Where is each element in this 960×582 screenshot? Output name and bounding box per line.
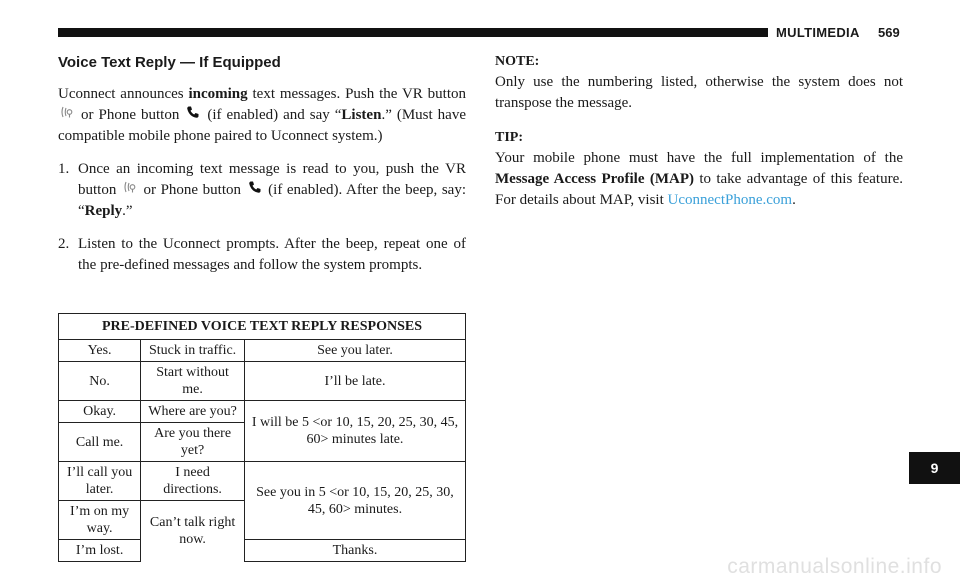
step1-text-4: .” [122,203,133,220]
table-row [59,462,466,501]
table-cell: I’ll call you later. [59,462,141,501]
uconnectphone-link[interactable]: UconnectPhone.com [667,192,793,208]
table-cell: Call me. [59,423,141,462]
chapter-tab: 9 [909,452,960,484]
step1-text-2: or Phone button [138,182,246,199]
phone-icon [248,180,262,201]
step1-text-3: (if enabled). After the beep, say: “ [78,182,466,220]
table-row [59,340,466,362]
intro-text-1: Uconnect announces [58,86,189,102]
header-rule [58,28,768,37]
table-cell: Thanks. [244,540,465,562]
note-text: Only use the numbering listed, otherwise the system does not transpose the message. [495,74,903,111]
table-cell: See you in 5 <or 10, 15, 20, 25, 30, 45, 60> minutes. [244,462,465,540]
step1-text-1: Once an incoming text message is read to you, push the VR button [78,161,466,199]
table-cell: Yes. [59,340,141,362]
tip-text-2: to take advantage of this feature. For details about MAP, visit [495,171,904,208]
table-cell: Are you there yet? [141,423,245,462]
tip-text-3: . [792,192,796,208]
intro-paragraph [58,84,466,147]
step-number: 2. [58,236,70,253]
table-row [59,540,466,562]
step-number: 1. [58,161,70,178]
table-row [59,362,466,401]
right-column [495,54,903,223]
table-heading: PRE-DEFINED VOICE TEXT REPLY RESPONSES [59,314,466,340]
step1-bold-reply: Reply [84,203,123,220]
list-item [58,159,466,222]
table-cell: No. [59,362,141,401]
table-cell: See you later. [244,340,465,362]
voice-recognition-icon [123,180,137,201]
phone-icon [186,105,200,126]
tip-bold-map: Message Access Profile (MAP) [495,171,694,187]
intro-bold-incoming: incoming [188,86,248,102]
left-column [58,54,466,288]
step2-text: Listen to the Uconnect prompts. After the beep, repeat one of the pre-defined messages and follow the system prompts. [78,236,466,274]
tip-text-1: Your mobile phone must have the full implementation of the [495,150,903,166]
page-number: 569 [878,25,900,40]
table-cell: Where are you? [141,401,245,423]
intro-text-4: (if enabled) and say “ [202,107,342,123]
tip-text [495,148,903,211]
voice-recognition-icon [60,105,74,126]
table-cell: I’ll be late. [244,362,465,401]
intro-text-2: text messages. Push the VR button [247,86,466,102]
table-cell: I’m lost. [59,540,141,562]
note-label: NOTE: [495,54,540,69]
intro-text-5: .” (Must have compatible mobile phone paired to Uconnect system.) [58,107,466,145]
table-cell: Can’t talk right now. [141,501,245,562]
list-item [58,234,466,276]
table-cell: I’m on my way. [59,501,141,540]
intro-bold-listen: Listen [341,107,382,123]
watermark: carmanualsonline.info [727,555,942,578]
table-cell: Start without me. [141,362,245,401]
responses-table [58,313,466,562]
intro-text-3: or Phone button [76,107,185,123]
table-cell: I will be 5 <or 10, 15, 20, 25, 30, 45, 60> minutes late. [244,401,465,462]
table-cell: I need directions. [141,462,245,501]
table-row [59,401,466,423]
section-title: Voice Text Reply — If Equipped [58,54,281,71]
section-label: MULTIMEDIA [776,25,860,40]
table-cell: Okay. [59,401,141,423]
tip-label: TIP: [495,130,523,145]
table-cell: Stuck in traffic. [141,340,245,362]
